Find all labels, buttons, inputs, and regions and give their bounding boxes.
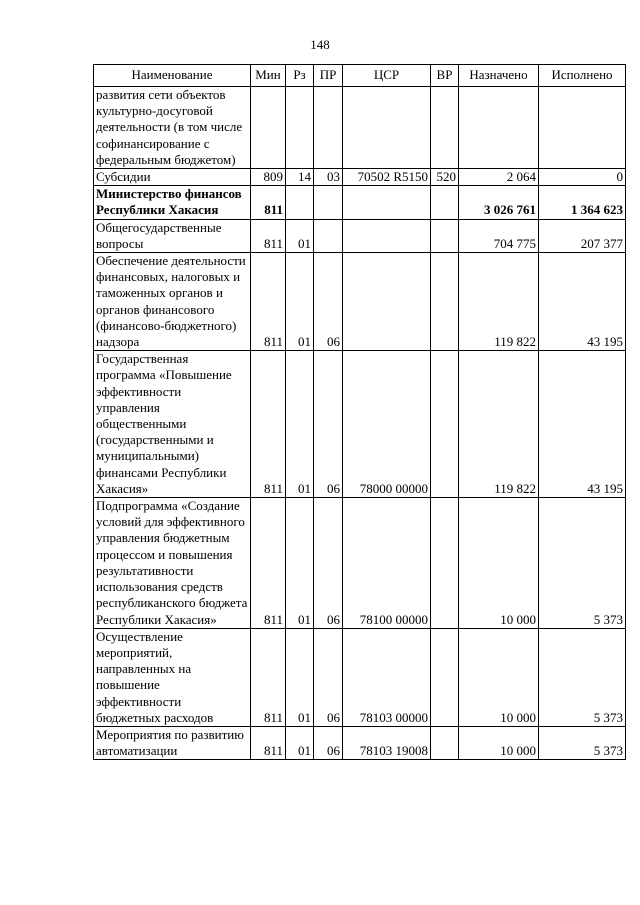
row-rz: 01 bbox=[286, 351, 314, 498]
row-name: Обеспечение деятельности финансовых, налоговых и таможенных органов и органов финансового (финансово-бюджетного) надзора bbox=[94, 253, 251, 351]
row-executed: 1 364 623 bbox=[539, 186, 626, 219]
row-min: 811 bbox=[251, 253, 286, 351]
page-number: 148 bbox=[310, 37, 330, 52]
row-pr: 06 bbox=[314, 351, 343, 498]
row-csr: 78000 00000 bbox=[343, 351, 431, 498]
row-executed: 43 195 bbox=[539, 351, 626, 498]
row-pr bbox=[314, 219, 343, 252]
row-min: 811 bbox=[251, 726, 286, 759]
row-pr: 03 bbox=[314, 169, 343, 186]
row-executed: 5 373 bbox=[539, 628, 626, 726]
row-vr bbox=[431, 186, 459, 219]
row-name: Государственная программа «Повышение эффективности управления общественными (государственными и муниципальными) финансами Республики Хакасия» bbox=[94, 351, 251, 498]
row-assigned: 10 000 bbox=[459, 726, 539, 759]
row-pr bbox=[314, 186, 343, 219]
row-pr: 06 bbox=[314, 628, 343, 726]
row-rz: 01 bbox=[286, 628, 314, 726]
row-csr bbox=[343, 186, 431, 219]
row-pr bbox=[314, 87, 343, 169]
row-executed: 43 195 bbox=[539, 253, 626, 351]
row-name: Общегосударственные вопросы bbox=[94, 219, 251, 252]
row-min: 811 bbox=[251, 498, 286, 629]
row-vr bbox=[431, 351, 459, 498]
row-executed bbox=[539, 87, 626, 169]
row-vr bbox=[431, 253, 459, 351]
row-min bbox=[251, 87, 286, 169]
row-vr bbox=[431, 219, 459, 252]
row-csr: 78103 19008 bbox=[343, 726, 431, 759]
row-assigned: 2 064 bbox=[459, 169, 539, 186]
row-executed: 5 373 bbox=[539, 726, 626, 759]
row-vr bbox=[431, 726, 459, 759]
row-name: Мероприятия по развитию автоматизации bbox=[94, 726, 251, 759]
row-min: 809 bbox=[251, 169, 286, 186]
row-pr: 06 bbox=[314, 726, 343, 759]
row-executed: 0 bbox=[539, 169, 626, 186]
row-name: Министерство финансов Республики Хакасия bbox=[94, 186, 251, 219]
row-vr bbox=[431, 498, 459, 629]
header-row bbox=[94, 65, 626, 87]
row-name: Подпрограмма «Создание условий для эффективного управления бюджетным процессом и повышения результативности использования средств республиканского бюджета Республики Хакасия» bbox=[94, 498, 251, 629]
row-rz: 01 bbox=[286, 726, 314, 759]
row-assigned: 3 026 761 bbox=[459, 186, 539, 219]
row-executed: 5 373 bbox=[539, 498, 626, 629]
table-row bbox=[94, 726, 626, 759]
row-csr bbox=[343, 219, 431, 252]
row-assigned: 119 822 bbox=[459, 351, 539, 498]
row-csr: 78103 00000 bbox=[343, 628, 431, 726]
row-assigned: 119 822 bbox=[459, 253, 539, 351]
table-row bbox=[94, 351, 626, 498]
header-csr: ЦСР bbox=[343, 65, 431, 87]
row-min: 811 bbox=[251, 351, 286, 498]
row-executed: 207 377 bbox=[539, 219, 626, 252]
row-rz: 01 bbox=[286, 219, 314, 252]
row-assigned: 10 000 bbox=[459, 498, 539, 629]
table-row bbox=[94, 628, 626, 726]
row-vr bbox=[431, 628, 459, 726]
header-min: Мин bbox=[251, 65, 286, 87]
table-row bbox=[94, 219, 626, 252]
row-rz: 01 bbox=[286, 498, 314, 629]
row-rz bbox=[286, 87, 314, 169]
header-assigned: Назначено bbox=[459, 65, 539, 87]
row-csr bbox=[343, 87, 431, 169]
row-assigned: 10 000 bbox=[459, 628, 539, 726]
budget-table bbox=[93, 64, 626, 760]
table-row bbox=[94, 498, 626, 629]
table-row bbox=[94, 169, 626, 186]
row-vr: 520 bbox=[431, 169, 459, 186]
header-vr: ВР bbox=[431, 65, 459, 87]
row-name: Субсидии bbox=[94, 169, 251, 186]
row-name: развития сети объектов культурно-досуговой деятельности (в том числе софинансирование с федеральным бюджетом) bbox=[94, 87, 251, 169]
table-row bbox=[94, 186, 626, 219]
row-rz: 14 bbox=[286, 169, 314, 186]
table-row bbox=[94, 253, 626, 351]
row-csr: 70502 R5150 bbox=[343, 169, 431, 186]
row-csr bbox=[343, 253, 431, 351]
row-pr: 06 bbox=[314, 498, 343, 629]
header-name: Наименование bbox=[94, 65, 251, 87]
table-row bbox=[94, 87, 626, 169]
row-vr bbox=[431, 87, 459, 169]
row-csr: 78100 00000 bbox=[343, 498, 431, 629]
row-pr: 06 bbox=[314, 253, 343, 351]
header-rz: Рз bbox=[286, 65, 314, 87]
header-executed: Исполнено bbox=[539, 65, 626, 87]
row-name: Осуществление мероприятий, направленных на повышение эффективности бюджетных расходов bbox=[94, 628, 251, 726]
row-min: 811 bbox=[251, 186, 286, 219]
row-rz: 01 bbox=[286, 253, 314, 351]
row-assigned: 704 775 bbox=[459, 219, 539, 252]
row-assigned bbox=[459, 87, 539, 169]
header-pr: ПР bbox=[314, 65, 343, 87]
row-rz bbox=[286, 186, 314, 219]
row-min: 811 bbox=[251, 628, 286, 726]
row-min: 811 bbox=[251, 219, 286, 252]
